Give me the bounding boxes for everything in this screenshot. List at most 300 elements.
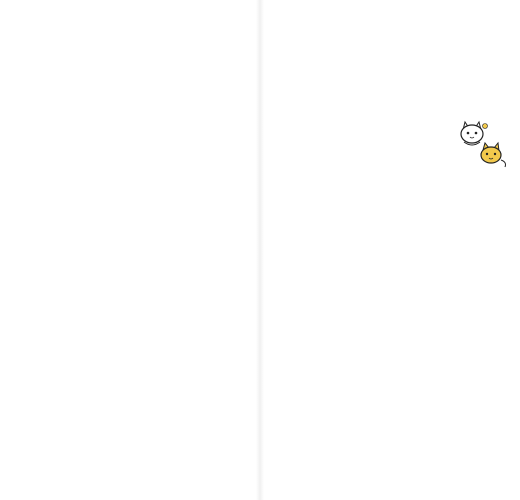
entry-kanji bbox=[362, 337, 369, 343]
toc-entry[interactable] bbox=[183, 195, 190, 290]
entry-number bbox=[165, 70, 172, 76]
toc-entry[interactable] bbox=[344, 320, 351, 415]
entry-symbol bbox=[389, 328, 396, 334]
entry-kanji bbox=[183, 212, 190, 218]
toc-entry[interactable] bbox=[39, 320, 46, 415]
toc-entry[interactable] bbox=[93, 320, 100, 415]
entry-symbol bbox=[344, 78, 351, 84]
entry-number bbox=[102, 320, 109, 326]
entry-name bbox=[371, 222, 378, 284]
toc-entry[interactable] bbox=[335, 70, 342, 165]
toc-entry[interactable] bbox=[147, 320, 154, 415]
toc-entry[interactable] bbox=[389, 320, 396, 415]
entry-kanji bbox=[93, 212, 100, 218]
toc-entry[interactable] bbox=[434, 320, 441, 415]
entry-name bbox=[335, 347, 342, 409]
toc-section bbox=[30, 195, 228, 305]
entry-name bbox=[407, 222, 414, 284]
toc-entry[interactable] bbox=[156, 70, 163, 165]
entry-name bbox=[93, 97, 100, 159]
entry-kanji bbox=[75, 87, 82, 93]
toc-entry[interactable] bbox=[299, 70, 306, 165]
toc-entry[interactable] bbox=[75, 70, 82, 165]
toc-entry[interactable] bbox=[48, 320, 55, 415]
entry-kanji bbox=[120, 212, 127, 218]
entry-kanji bbox=[165, 212, 172, 218]
entry-kanji bbox=[425, 337, 432, 343]
toc-entry[interactable] bbox=[335, 195, 342, 290]
entry-kanji bbox=[335, 87, 342, 93]
entry-number bbox=[75, 320, 82, 326]
entry-number bbox=[416, 195, 423, 201]
entry-symbol bbox=[290, 328, 297, 334]
entry-name bbox=[326, 222, 333, 284]
entry-number bbox=[129, 195, 136, 201]
toc-entry[interactable] bbox=[174, 70, 181, 165]
entry-symbol bbox=[147, 78, 154, 84]
toc-entry[interactable] bbox=[210, 195, 217, 290]
entry-number bbox=[84, 195, 91, 201]
toc-entry[interactable] bbox=[39, 70, 46, 165]
entry-symbol bbox=[380, 328, 387, 334]
toc-entry[interactable] bbox=[84, 320, 91, 415]
toc-entry[interactable] bbox=[308, 195, 315, 290]
toc-entry[interactable] bbox=[30, 195, 37, 290]
entry-number bbox=[39, 320, 46, 326]
toc-entry[interactable] bbox=[326, 320, 333, 415]
entry-name bbox=[317, 347, 324, 409]
entry-number bbox=[380, 320, 387, 326]
entry-name bbox=[335, 222, 342, 284]
toc-entry[interactable] bbox=[210, 70, 217, 165]
entry-number bbox=[30, 320, 37, 326]
entry-number bbox=[416, 320, 423, 326]
toc-entry[interactable] bbox=[317, 320, 324, 415]
entry-kanji bbox=[353, 337, 360, 343]
toc-entry[interactable] bbox=[362, 70, 369, 165]
toc-entry[interactable] bbox=[335, 320, 342, 415]
entry-name bbox=[147, 222, 154, 284]
toc-entry[interactable] bbox=[111, 195, 118, 290]
entry-name bbox=[299, 97, 306, 159]
entry-symbol bbox=[120, 78, 127, 84]
entry-kanji bbox=[326, 337, 333, 343]
entry-name bbox=[425, 347, 432, 409]
entry-kanji bbox=[353, 87, 360, 93]
toc-entry[interactable] bbox=[174, 320, 181, 415]
entry-number bbox=[57, 320, 64, 326]
toc-entry[interactable] bbox=[425, 195, 432, 290]
entry-number bbox=[362, 195, 369, 201]
entry-kanji bbox=[147, 212, 154, 218]
entry-symbol bbox=[398, 203, 405, 209]
toc-entry[interactable] bbox=[120, 195, 127, 290]
toc-entry[interactable] bbox=[66, 70, 73, 165]
toc-entry[interactable] bbox=[326, 70, 333, 165]
entry-kanji bbox=[407, 337, 414, 343]
toc-entry[interactable] bbox=[371, 195, 378, 290]
toc-entry[interactable] bbox=[443, 320, 450, 415]
toc-section bbox=[30, 320, 210, 430]
entry-number bbox=[66, 320, 73, 326]
entry-name bbox=[192, 97, 199, 159]
entry-kanji bbox=[308, 212, 315, 218]
entry-kanji bbox=[75, 337, 82, 343]
entry-kanji bbox=[290, 212, 297, 218]
entry-kanji bbox=[371, 212, 378, 218]
entry-number bbox=[326, 195, 333, 201]
toc-entry[interactable] bbox=[290, 320, 297, 415]
toc-entry[interactable] bbox=[120, 70, 127, 165]
entry-symbol bbox=[66, 203, 73, 209]
toc-entry[interactable] bbox=[344, 195, 351, 290]
toc-entry[interactable] bbox=[389, 195, 396, 290]
toc-entry[interactable] bbox=[425, 320, 432, 415]
entry-kanji bbox=[362, 212, 369, 218]
entry-name bbox=[39, 97, 46, 159]
cat-doodle-small-icon bbox=[476, 140, 510, 170]
entry-number bbox=[183, 320, 190, 326]
entry-symbol bbox=[75, 203, 82, 209]
toc-entry[interactable] bbox=[129, 320, 136, 415]
entry-number bbox=[111, 70, 118, 76]
entry-name bbox=[371, 97, 378, 159]
entry-number bbox=[362, 320, 369, 326]
entry-number bbox=[102, 70, 109, 76]
toc-entry[interactable] bbox=[165, 70, 172, 165]
toc-entry[interactable] bbox=[183, 320, 190, 415]
entry-number bbox=[308, 70, 315, 76]
entry-name bbox=[57, 222, 64, 284]
toc-section bbox=[290, 320, 452, 430]
entry-name bbox=[120, 97, 127, 159]
entry-number bbox=[165, 320, 172, 326]
toc-entry[interactable] bbox=[129, 70, 136, 165]
entry-kanji bbox=[326, 212, 333, 218]
entry-symbol bbox=[165, 78, 172, 84]
toc-entry[interactable] bbox=[326, 195, 333, 290]
entry-name bbox=[317, 97, 324, 159]
entry-name bbox=[335, 97, 342, 159]
entry-name bbox=[75, 97, 82, 159]
toc-entry[interactable] bbox=[398, 195, 405, 290]
toc-entry[interactable] bbox=[156, 195, 163, 290]
entry-number bbox=[129, 320, 136, 326]
toc-entry[interactable] bbox=[183, 70, 190, 165]
entry-number bbox=[335, 195, 342, 201]
toc-entry[interactable] bbox=[66, 320, 73, 415]
entry-symbol bbox=[398, 328, 405, 334]
entry-name bbox=[111, 222, 118, 284]
toc-entry[interactable] bbox=[192, 195, 199, 290]
entry-number bbox=[129, 70, 136, 76]
entry-kanji bbox=[192, 337, 199, 343]
toc-entry[interactable] bbox=[290, 70, 297, 165]
toc-entry[interactable] bbox=[192, 70, 199, 165]
entry-name bbox=[111, 97, 118, 159]
toc-entry[interactable] bbox=[371, 70, 378, 165]
entry-name bbox=[102, 222, 109, 284]
entry-symbol bbox=[102, 78, 109, 84]
toc-entry[interactable] bbox=[39, 195, 46, 290]
entry-symbol bbox=[192, 203, 199, 209]
entry-name bbox=[165, 222, 172, 284]
entry-number bbox=[308, 195, 315, 201]
entry-number bbox=[353, 70, 360, 76]
entry-symbol bbox=[30, 78, 37, 84]
entry-symbol bbox=[165, 203, 172, 209]
entry-name bbox=[156, 97, 163, 159]
toc-entry[interactable] bbox=[57, 195, 64, 290]
toc-entry[interactable] bbox=[290, 195, 297, 290]
entry-number bbox=[308, 320, 315, 326]
toc-entry[interactable] bbox=[57, 70, 64, 165]
toc-entry[interactable] bbox=[353, 195, 360, 290]
entry-symbol bbox=[192, 78, 199, 84]
toc-entry[interactable] bbox=[147, 195, 154, 290]
toc-entry[interactable] bbox=[380, 320, 387, 415]
toc-entry[interactable] bbox=[84, 195, 91, 290]
entry-number bbox=[183, 195, 190, 201]
entry-kanji bbox=[120, 87, 127, 93]
entry-kanji bbox=[174, 212, 181, 218]
entry-kanji bbox=[165, 337, 172, 343]
entry-symbol bbox=[30, 328, 37, 334]
entry-kanji bbox=[84, 337, 91, 343]
entry-number bbox=[138, 195, 145, 201]
entry-number bbox=[156, 70, 163, 76]
entry-symbol bbox=[111, 203, 118, 209]
entry-symbol bbox=[210, 78, 217, 84]
toc-entry[interactable] bbox=[192, 320, 199, 415]
entry-name bbox=[147, 347, 154, 409]
entry-number bbox=[371, 320, 378, 326]
entry-name bbox=[183, 97, 190, 159]
toc-entry[interactable] bbox=[201, 320, 208, 415]
entry-kanji bbox=[39, 337, 46, 343]
toc-entry[interactable] bbox=[102, 70, 109, 165]
toc-entry[interactable] bbox=[138, 70, 145, 165]
entry-number bbox=[362, 70, 369, 76]
toc-entry[interactable] bbox=[129, 195, 136, 290]
entry-symbol bbox=[308, 203, 315, 209]
toc-entry[interactable] bbox=[138, 320, 145, 415]
toc-entry[interactable] bbox=[353, 320, 360, 415]
entry-kanji bbox=[129, 212, 136, 218]
toc-entry[interactable] bbox=[344, 70, 351, 165]
toc-entry[interactable] bbox=[84, 70, 91, 165]
entry-number bbox=[66, 70, 73, 76]
toc-entry[interactable] bbox=[156, 320, 163, 415]
toc-section bbox=[30, 70, 228, 180]
toc-entry[interactable] bbox=[416, 195, 423, 290]
toc-entry[interactable] bbox=[30, 320, 37, 415]
entry-kanji bbox=[290, 87, 297, 93]
entry-kanji bbox=[129, 87, 136, 93]
toc-entry[interactable] bbox=[219, 70, 226, 165]
entry-symbol bbox=[84, 203, 91, 209]
toc-entry[interactable] bbox=[111, 70, 118, 165]
entry-number bbox=[192, 195, 199, 201]
entry-number bbox=[147, 195, 154, 201]
entry-symbol bbox=[120, 203, 127, 209]
entry-name bbox=[93, 347, 100, 409]
entry-symbol bbox=[353, 328, 360, 334]
toc-entry[interactable] bbox=[30, 70, 37, 165]
toc-entry[interactable] bbox=[174, 195, 181, 290]
toc-entry[interactable] bbox=[165, 195, 172, 290]
entry-kanji bbox=[416, 337, 423, 343]
toc-entry[interactable] bbox=[201, 195, 208, 290]
entry-name bbox=[75, 347, 82, 409]
entry-kanji bbox=[102, 212, 109, 218]
toc-entry[interactable] bbox=[48, 195, 55, 290]
toc-entry[interactable] bbox=[93, 70, 100, 165]
entry-kanji bbox=[201, 337, 208, 343]
entry-kanji bbox=[362, 87, 369, 93]
entry-kanji bbox=[84, 87, 91, 93]
entry-number bbox=[84, 320, 91, 326]
entry-symbol bbox=[111, 78, 118, 84]
entry-number bbox=[353, 320, 360, 326]
entry-name bbox=[129, 222, 136, 284]
entry-symbol bbox=[290, 78, 297, 84]
entry-symbol bbox=[299, 328, 306, 334]
toc-entry[interactable] bbox=[317, 195, 324, 290]
entry-symbol bbox=[57, 328, 64, 334]
toc-entry[interactable] bbox=[362, 195, 369, 290]
entry-number bbox=[93, 70, 100, 76]
entry-name bbox=[326, 97, 333, 159]
entry-number bbox=[425, 320, 432, 326]
entry-kanji bbox=[317, 87, 324, 93]
entry-number bbox=[84, 70, 91, 76]
toc-entry[interactable] bbox=[380, 195, 387, 290]
toc-entry[interactable] bbox=[398, 320, 405, 415]
entry-name bbox=[147, 97, 154, 159]
entry-number bbox=[443, 320, 450, 326]
entry-name bbox=[317, 222, 324, 284]
entry-number bbox=[156, 320, 163, 326]
entry-name bbox=[156, 347, 163, 409]
entry-kanji bbox=[290, 337, 297, 343]
toc-entry[interactable] bbox=[66, 195, 73, 290]
entry-symbol bbox=[147, 328, 154, 334]
page-gutter bbox=[256, 0, 264, 500]
entry-symbol bbox=[174, 203, 181, 209]
entry-name bbox=[290, 222, 297, 284]
toc-entry[interactable] bbox=[165, 320, 172, 415]
entry-name bbox=[371, 347, 378, 409]
toc-entry[interactable] bbox=[407, 195, 414, 290]
toc-entry[interactable] bbox=[219, 195, 226, 290]
entry-kanji bbox=[138, 87, 145, 93]
entry-symbol bbox=[353, 78, 360, 84]
toc-entry[interactable] bbox=[201, 70, 208, 165]
entry-name bbox=[48, 222, 55, 284]
toc-entry[interactable] bbox=[353, 70, 360, 165]
entry-kanji bbox=[335, 337, 342, 343]
entry-name bbox=[192, 347, 199, 409]
entry-name bbox=[344, 97, 351, 159]
toc-entry[interactable] bbox=[299, 195, 306, 290]
entry-number bbox=[48, 195, 55, 201]
toc-entry[interactable] bbox=[138, 195, 145, 290]
entry-kanji bbox=[434, 337, 441, 343]
entry-number bbox=[201, 320, 208, 326]
entry-name bbox=[353, 222, 360, 284]
entry-name bbox=[389, 222, 396, 284]
toc-entry[interactable] bbox=[75, 195, 82, 290]
toc-entry[interactable] bbox=[362, 320, 369, 415]
toc-entry[interactable] bbox=[308, 320, 315, 415]
toc-entry[interactable] bbox=[102, 195, 109, 290]
toc-section bbox=[290, 195, 434, 305]
toc-entry[interactable] bbox=[111, 320, 118, 415]
entry-symbol bbox=[111, 328, 118, 334]
toc-entry[interactable] bbox=[308, 70, 315, 165]
entry-name bbox=[434, 347, 441, 409]
toc-entry[interactable] bbox=[407, 320, 414, 415]
entry-number bbox=[30, 70, 37, 76]
entry-kanji bbox=[39, 87, 46, 93]
toc-entry[interactable] bbox=[371, 320, 378, 415]
entry-number bbox=[174, 70, 181, 76]
entry-name bbox=[30, 97, 37, 159]
entry-name bbox=[443, 347, 450, 409]
toc-entry[interactable] bbox=[93, 195, 100, 290]
toc-entry[interactable] bbox=[120, 320, 127, 415]
entry-kanji bbox=[201, 212, 208, 218]
entry-number bbox=[93, 195, 100, 201]
entry-symbol bbox=[120, 328, 127, 334]
entry-kanji bbox=[219, 212, 226, 218]
entry-symbol bbox=[317, 78, 324, 84]
toc-entry[interactable] bbox=[416, 320, 423, 415]
entry-number bbox=[290, 195, 297, 201]
entry-kanji bbox=[66, 212, 73, 218]
entry-kanji bbox=[371, 337, 378, 343]
toc-entry[interactable] bbox=[317, 70, 324, 165]
toc-entry[interactable] bbox=[75, 320, 82, 415]
entry-name bbox=[398, 347, 405, 409]
entry-symbol bbox=[371, 78, 378, 84]
toc-entry[interactable] bbox=[147, 70, 154, 165]
entry-number bbox=[102, 195, 109, 201]
entry-kanji bbox=[192, 212, 199, 218]
entry-kanji bbox=[183, 337, 190, 343]
entry-symbol bbox=[84, 78, 91, 84]
entry-symbol bbox=[371, 328, 378, 334]
entry-symbol bbox=[389, 203, 396, 209]
toc-entry[interactable] bbox=[299, 320, 306, 415]
entry-kanji bbox=[111, 87, 118, 93]
entry-kanji bbox=[66, 87, 73, 93]
toc-entry[interactable] bbox=[57, 320, 64, 415]
toc-entry[interactable] bbox=[102, 320, 109, 415]
entry-number bbox=[219, 195, 226, 201]
entry-number bbox=[138, 70, 145, 76]
toc-entry[interactable] bbox=[48, 70, 55, 165]
entry-kanji bbox=[308, 337, 315, 343]
entry-number bbox=[398, 320, 405, 326]
entry-number bbox=[299, 70, 306, 76]
entry-symbol bbox=[75, 78, 82, 84]
entry-symbol bbox=[425, 328, 432, 334]
entry-number bbox=[39, 70, 46, 76]
entry-symbol bbox=[102, 328, 109, 334]
entry-name bbox=[299, 222, 306, 284]
